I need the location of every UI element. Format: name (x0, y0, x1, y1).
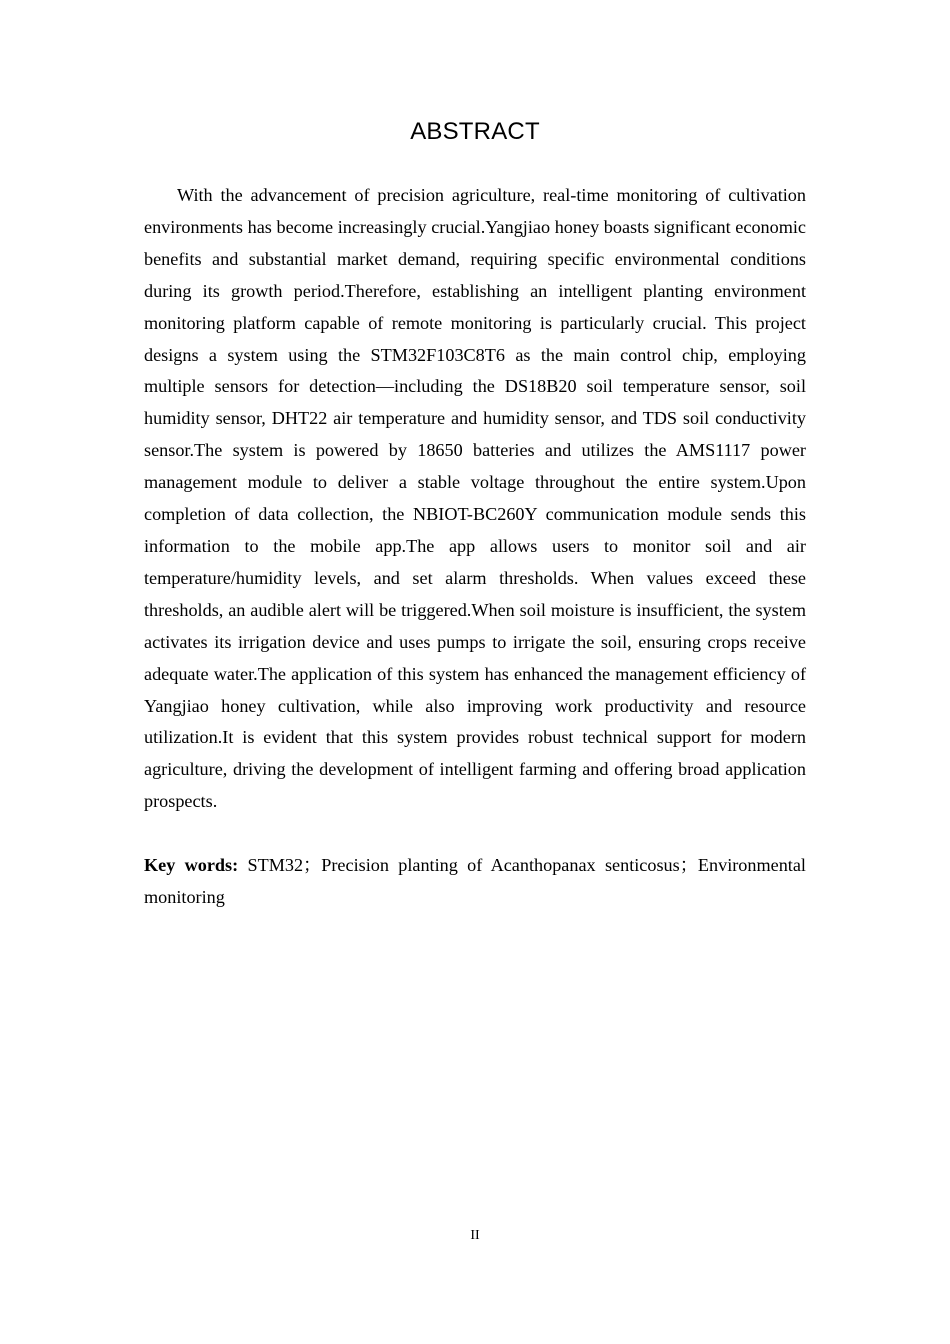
keywords-label: Key words: (144, 855, 239, 875)
page-number: II (470, 1228, 480, 1243)
keywords-line (144, 850, 806, 914)
keywords-list: STM32；Precision planting of Acanthopanax senticosus；Environmental monitoring (144, 855, 806, 907)
abstract-title: ABSTRACT (410, 118, 540, 145)
abstract-paragraph: With the advancement of precision agriculture, real-time monitoring of cultivation environments has become increasingly crucial.Yangjiao honey boasts significant economic benefits and substantial market demand, requiring specific environmental conditions during its growth period.Therefore, establishing an intelligent planting environment monitoring platform capable of remote monitoring is particularly crucial. This project designs a system using the STM32F103C8T6 as the main control chip, employing multiple sensors for detection—including the DS18B20 soil temperature sensor, soil humidity sensor, DHT22 air temperature and humidity sensor, and TDS soil conductivity sensor.The system is powered by 18650 batteries and utilizes the AMS1117 power management module to deliver a stable voltage throughout the entire system.Upon completion of data collection, the NBIOT-BC260Y communication module sends this information to the mobile app.The app allows users to monitor soil and air temperature/humidity levels, and set alarm thresholds. When values exceed these thresholds, an audible alert will be triggered.When soil moisture is insufficient, the system activates its irrigation device and uses pumps to irrigate the soil, ensuring crops receive adequate water.The application of this system has enhanced the management efficiency of Yangjiao honey cultivation, while also improving work productivity and resource utilization.It is evident that this system provides robust technical support for modern agriculture, driving the development of intelligent farming and offering broad application prospects. (144, 185, 806, 812)
